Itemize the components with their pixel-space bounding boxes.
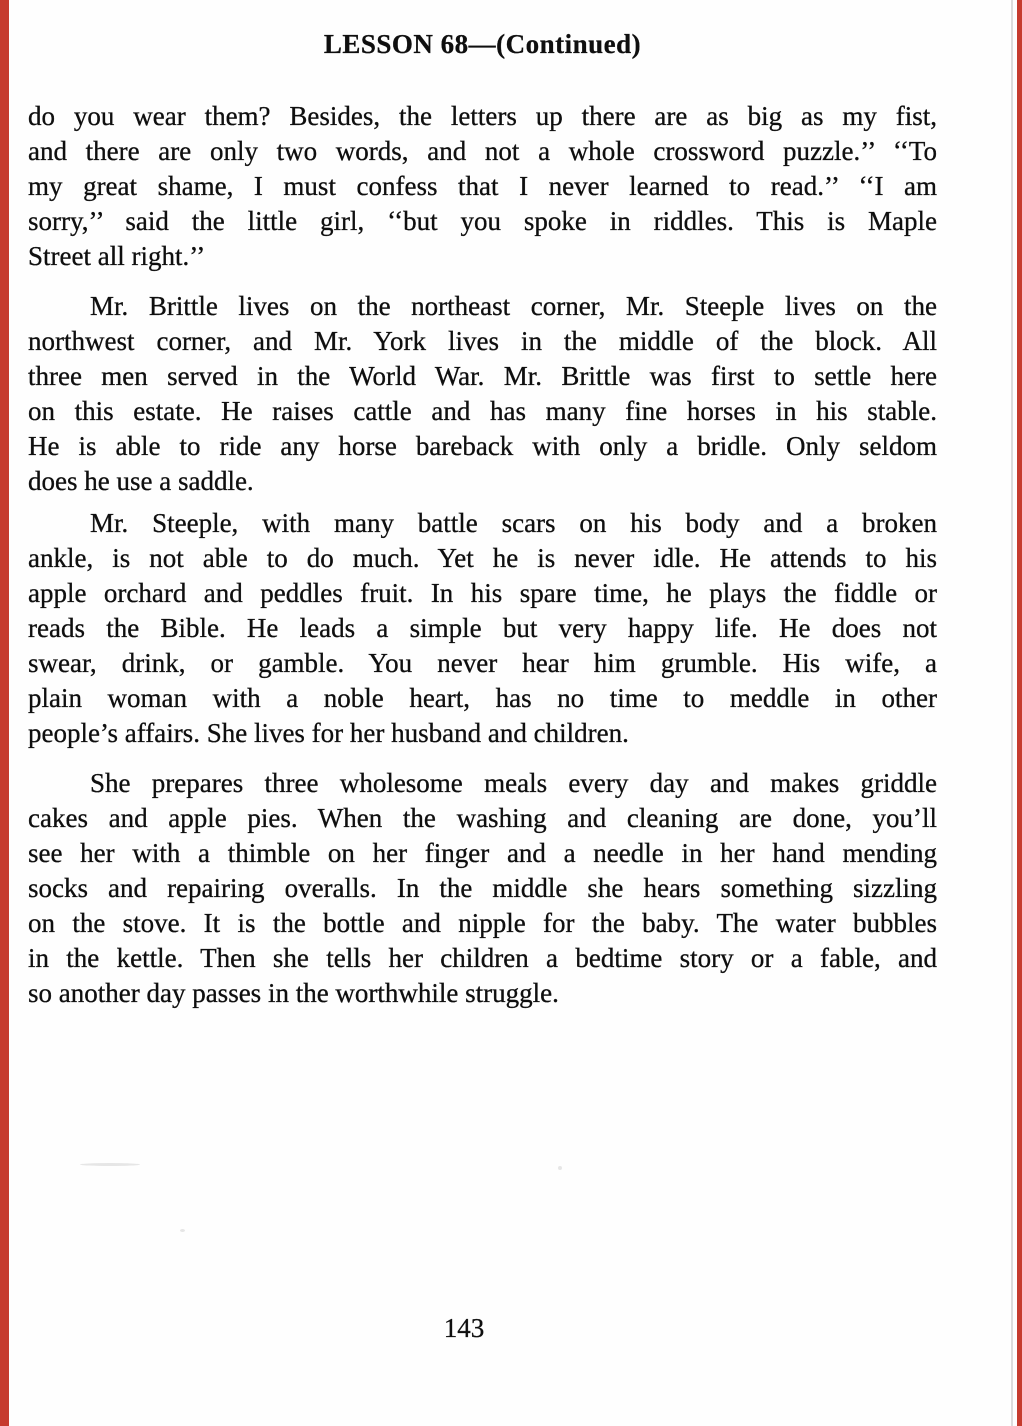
text-line: He is able to ride any horse bareback with only a bridle. Only seldom — [28, 431, 937, 461]
text-line: on this estate. He raises cattle and has many fine horses in his stable. — [28, 396, 937, 426]
book-edge-left — [0, 0, 9, 1426]
paragraph — [28, 506, 937, 751]
text-line: does he use a saddle. — [28, 466, 254, 496]
text-line: plain woman with a noble heart, has no time to meddle in other — [28, 683, 937, 713]
text-line: see her with a thimble on her finger and a needle in her hand mending — [28, 838, 937, 868]
text-line: ankle, is not able to do much. Yet he is never idle. He attends to his — [28, 543, 937, 573]
scan-speck — [180, 1229, 185, 1232]
text-line: people’s affairs. She lives for her husband and children. — [28, 718, 629, 748]
text-line: do you wear them? Besides, the letters up there are as big as my fist, — [28, 101, 937, 131]
text-line: three men served in the World War. Mr. Brittle was first to settle here — [28, 361, 937, 391]
scan-speck — [558, 1166, 562, 1170]
scan-speck — [80, 1163, 140, 1166]
paragraph — [28, 289, 937, 499]
page-edge-shadow — [1011, 0, 1013, 1426]
paragraph — [28, 99, 937, 274]
text-line: Street all right.’’ — [28, 241, 206, 271]
page-number: 143 — [443, 1313, 485, 1343]
text-line: so another day passes in the worthwhile struggle. — [28, 978, 559, 1008]
text-line: reads the Bible. He leads a simple but very happy life. He does not — [28, 613, 937, 643]
paragraph — [28, 766, 937, 1011]
text-line: on the stove. It is the bottle and nipple for the baby. The water bubbles — [28, 908, 937, 938]
text-line: socks and repairing overalls. In the middle she hears something sizzling — [28, 873, 937, 903]
text-line: and there are only two words, and not a whole crossword puzzle.’’ ‘‘To — [28, 136, 937, 166]
body-text — [28, 99, 937, 1011]
book-edge-right — [1017, 0, 1022, 1426]
lesson-title: LESSON 68—(Continued) — [323, 29, 642, 59]
text-line: apple orchard and peddles fruit. In his spare time, he plays the fiddle or — [28, 578, 937, 608]
text-line: Mr. Brittle lives on the northeast corner, Mr. Steeple lives on the — [90, 291, 937, 321]
text-line: in the kettle. Then she tells her children a bedtime story or a fable, and — [28, 943, 937, 973]
text-line: swear, drink, or gamble. You never hear him grumble. His wife, a — [28, 648, 937, 678]
text-line: sorry,’’ said the little girl, ‘‘but you spoke in riddles. This is Maple — [28, 206, 937, 236]
text-line: cakes and apple pies. When the washing and cleaning are done, you’ll — [28, 803, 937, 833]
text-line: She prepares three wholesome meals every day and makes griddle — [90, 768, 937, 798]
text-line: northwest corner, and Mr. York lives in the middle of the block. All — [28, 326, 937, 356]
text-line: my great shame, I must confess that I never learned to read.’’ ‘‘I am — [28, 171, 937, 201]
text-line: Mr. Steeple, with many battle scars on his body and a broken — [90, 508, 937, 538]
